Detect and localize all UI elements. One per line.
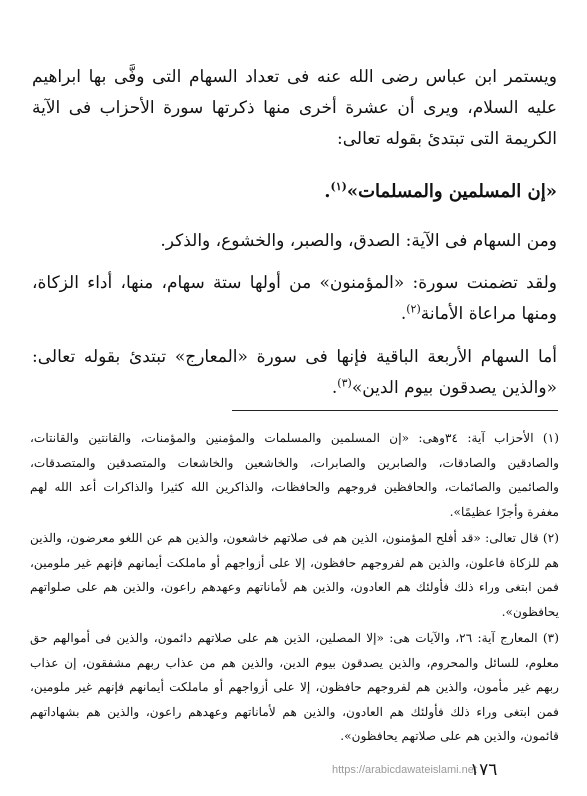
paragraph-4-block: ولقد تضمنت سورة: «المؤمنون» من أولها ستة سهام، منها، أداء الزكاة، ومنها مراعاة الأمانة$^{(٢)}$.: [32, 273, 557, 324]
page-number: ١٧٦: [470, 760, 498, 780]
footnote-1: (١) الأحزاب آية: ٣٤وهى: «إن المسلمين والمسلمات والمؤمنين والمؤمنات، والقانتين والقانتات، والصادقين والصادقات، والصابرين والصابرات، والخاشعين والخاشعات والمتصدقين والمتصدقات، والصائمين والصائمات، والحافظين فروجهم والحافظات، والذاكرين الله كثيرا والذاكرات أعد الله لهم مغفرة وأجرًا عظيمًا».: [30, 431, 560, 519]
paragraph-5: أما السهام الأربعة الباقية فإنها فى سورة «المعارج» تبتدئ بقوله تعالى: «والذين يصدقون بيوم الدين»: [32, 347, 557, 398]
paragraph-4: ولقد تضمنت سورة: «المؤمنون» من أولها ستة سهام، منها، أداء الزكاة، ومنها مراعاة الأمانة: [32, 273, 557, 324]
footnote-ref-3: (٣): [337, 376, 352, 390]
paragraph-5-block: أما السهام الأربعة الباقية فإنها فى سورة «المعارج» تبتدئ بقوله تعالى: «والذين يصدقون بيوم الدين»$^{(٣)}$.: [32, 347, 557, 398]
paragraph-1: ويستمر ابن عباس رضى الله عنه فى تعداد السهام التى وفَّى بها ابراهيم عليه السلام، ويرى أن عشرة أخرى منها ذكرتها سورة الأحزاب فى الآية الكريمة التى تبتدئ بقوله تعالى:: [32, 67, 557, 149]
footnote-separator: [232, 410, 558, 411]
footnote-3: (٣) المعارج آية: ٢٦، والآيات هى: «إلا المصلين، الذين هم على صلاتهم دائمون، والذين فى أموالهم حق معلوم، للسائل والمحروم، والذين يصدقون بيوم الدين، والذين هم من عذاب ربهم مشفقون، إن عذاب ربهم غير مأمون، والذين هم لفروجهم حافظون، إلا على أزواجهم أو ماملكت أيمانهم فإنهم غير ملومين، فمن ابتغى وراء ذلك فأولئك هم العادون، والذين هم لأماناتهم وعهدهم راعون، والذين هم بشهاداتهم قائمون، والذين هم على صلاتهم يحافظون».: [30, 631, 559, 743]
paragraph-3-block: [32, 226, 557, 257]
footer-url: https://arabicdawateislami.net: [332, 764, 477, 776]
main-text: [32, 62, 557, 155]
paragraph-3: ومن السهام فى الآية: الصدق، والصبر، والخشوع، والذكر.: [160, 231, 557, 251]
quote-1: «إن المسلمين والمسلمات»: [346, 181, 557, 202]
footnote-ref-1: (١): [330, 180, 347, 193]
footnote-2: (٢) قال تعالى: «قد أفلح المؤمنون، الذين هم فى صلاتهم خاشعون، والذين هم عن اللغو معرضون، والذين هم للزكاة فاعلون، والذين هم لفروجهم حافظون، إلا على أزواجهم أو ماملكت أيمانهم فإنهم غير ملومين، فمن ابتغى وراء ذلك فأولئك هم العادون، والذين هم لأماناتهم وعهدهم راعون، والذين هم على صلواتهم يحافظون».: [30, 531, 559, 619]
footnotes: [30, 426, 559, 749]
footnote-ref-2: (٢): [406, 302, 421, 316]
quote-1-block: «إن المسلمين والمسلمات»$^{(١)}$.: [324, 180, 557, 202]
